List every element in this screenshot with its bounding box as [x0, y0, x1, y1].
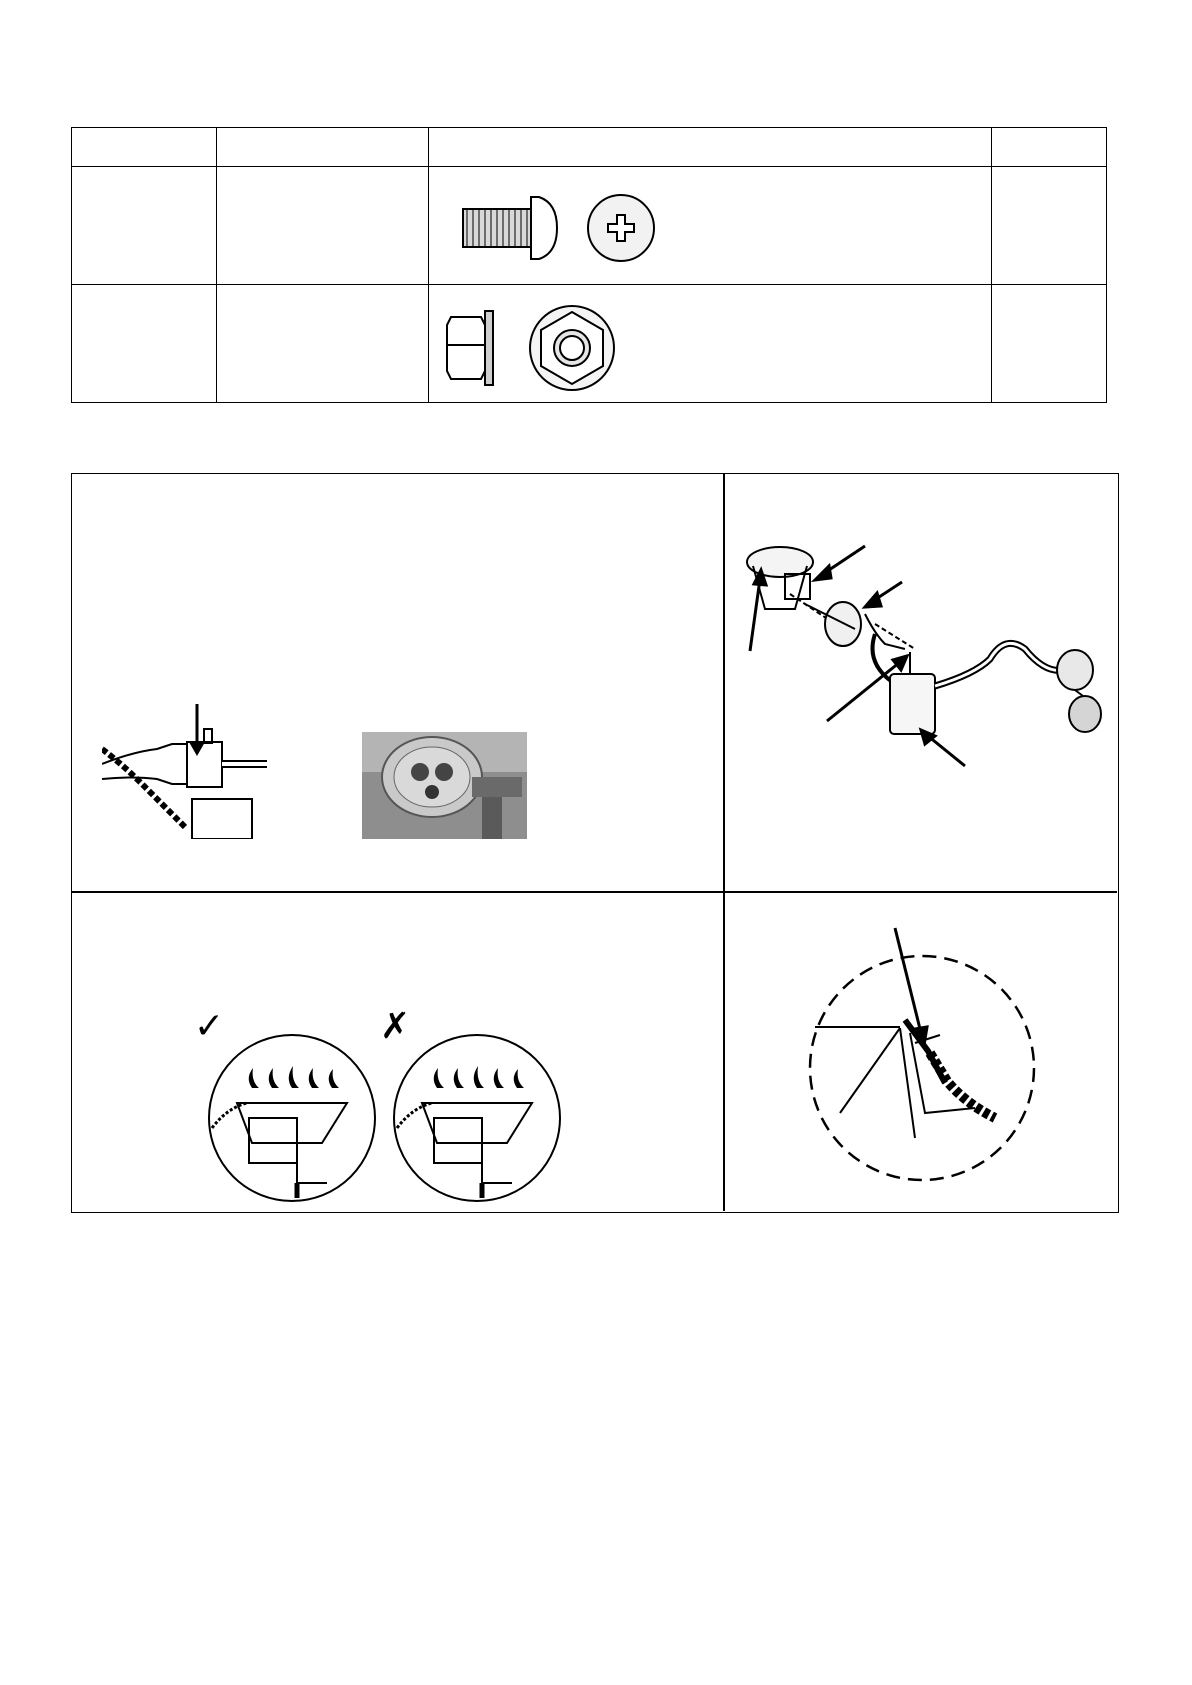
- part-illustration-cell: [429, 285, 992, 403]
- instruction-grid: [71, 473, 1119, 1213]
- panel-electrode-detail: [725, 893, 1118, 1213]
- panel-burner-assembly: [725, 474, 1118, 891]
- quantity-cell: [992, 167, 1107, 285]
- incorrect-mark: ✗: [380, 1005, 411, 1046]
- part-description-cell: [217, 285, 429, 403]
- table-row: [72, 167, 1107, 285]
- correct-mark: ✓: [194, 1005, 225, 1046]
- burner-assembly-diagram: [725, 474, 1118, 891]
- header-cell: [992, 128, 1107, 167]
- parts-table: [71, 127, 1107, 403]
- venturi-photo: [362, 732, 527, 839]
- part-number-cell: [72, 167, 217, 285]
- electrode-diagram: [725, 893, 1118, 1213]
- panel-flame-check: [72, 893, 723, 1213]
- part-description-cell: [217, 167, 429, 285]
- flame-diagram: [207, 1033, 567, 1203]
- table-header-row: [72, 128, 1107, 167]
- quantity-cell: [992, 285, 1107, 403]
- flange-nut-icon: [429, 285, 992, 402]
- panel-venturi: [72, 474, 723, 891]
- header-cell: [217, 128, 429, 167]
- screw-icon: [429, 167, 992, 284]
- venturi-diagram: [102, 704, 282, 839]
- part-illustration-cell: [429, 167, 992, 285]
- header-cell: [72, 128, 217, 167]
- table-row: [72, 285, 1107, 403]
- part-number-cell: [72, 285, 217, 403]
- header-cell: [429, 128, 992, 167]
